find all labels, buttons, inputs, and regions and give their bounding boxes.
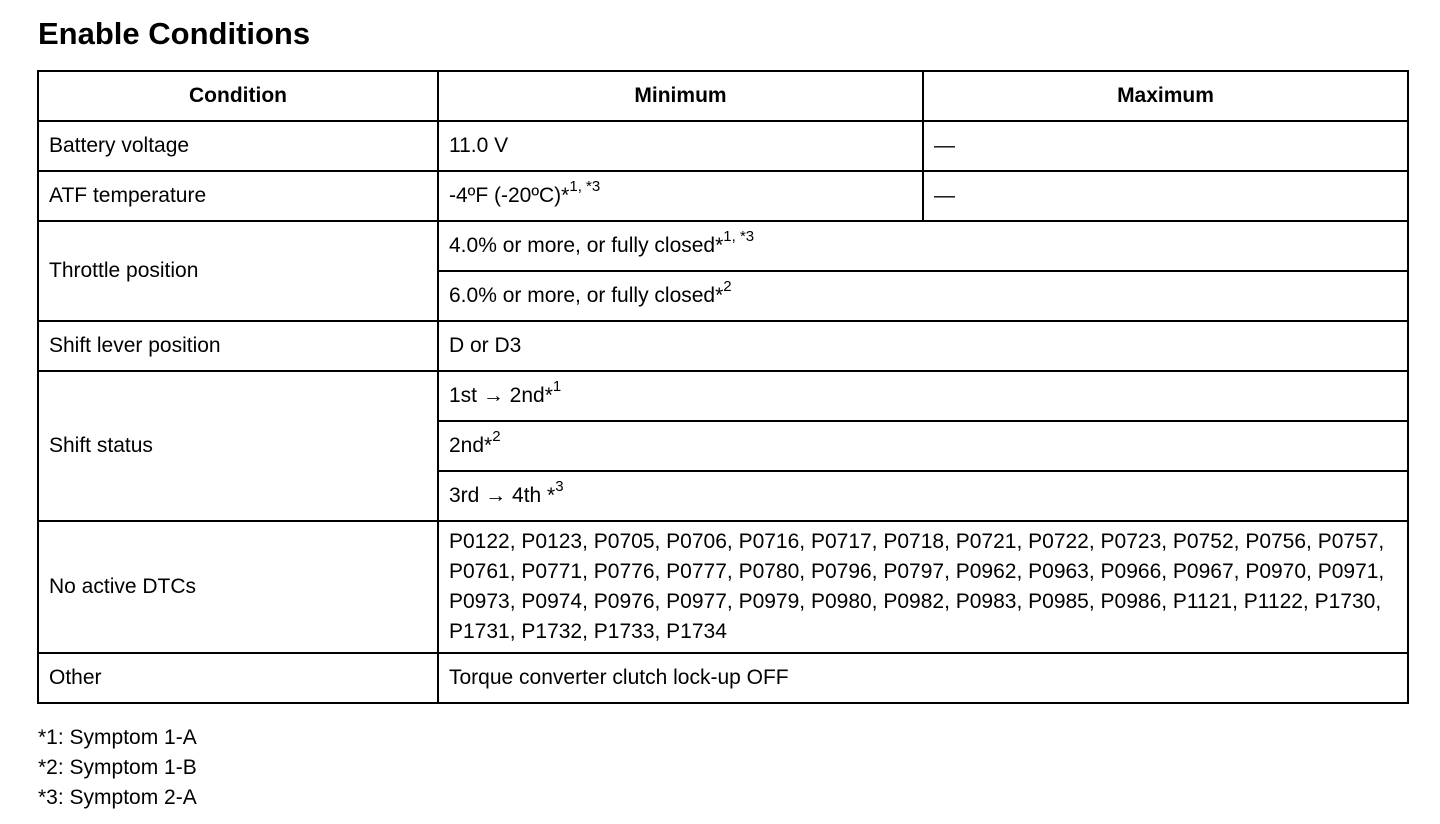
- header-maximum: Maximum: [923, 71, 1408, 121]
- other-value: Torque converter clutch lock-up OFF: [438, 653, 1408, 703]
- condition-other: Other: [38, 653, 438, 703]
- footnotes: [38, 723, 197, 813]
- condition-shift-status: Shift status: [38, 371, 438, 521]
- enable-conditions-table: [37, 70, 1409, 704]
- shift-status-value-2: [438, 421, 1408, 471]
- condition-shift-lever-position: Shift lever position: [38, 321, 438, 371]
- header-condition: Condition: [38, 71, 438, 121]
- table-row: [38, 521, 1408, 653]
- condition-battery-voltage: Battery voltage: [38, 121, 438, 171]
- shift-status-text: 1st → 2nd*: [449, 384, 553, 407]
- footnote: *1: Symptom 1-A: [38, 726, 197, 749]
- shift-status-text: 2nd*: [449, 434, 493, 457]
- shift-status-value-3: [438, 471, 1408, 521]
- table-header-row: [38, 71, 1408, 121]
- atf-minimum-text: -4ºF (-20ºC)*: [449, 184, 570, 207]
- throttle-value-text: 6.0% or more, or fully closed*: [449, 284, 724, 307]
- battery-minimum: 11.0 V: [438, 121, 923, 171]
- footnote: *3: Symptom 2-A: [38, 786, 197, 809]
- header-minimum: Minimum: [438, 71, 923, 121]
- footnote-ref: 1, *3: [569, 178, 601, 195]
- dtc-list: P0122, P0123, P0705, P0706, P0716, P0717, P0718, P0721, P0722, P0723, P0752, P0756, P0757, P0761, P0771, P0776, P0777, P0780, P0796, P0797, P0962, P0963, P0966, P0967, P0970, P0971, P0973, P0974, P0976, P0977, P0979, P0980, P0982, P0983, P0985, P0986, P1121, P1122, P1730, P1731, P1732, P1733, P1734: [438, 521, 1408, 653]
- footnote-ref: 2: [723, 278, 732, 295]
- atf-minimum: [438, 171, 923, 221]
- footnote-ref: 3: [555, 478, 564, 495]
- table-row: [38, 221, 1408, 271]
- shift-lever-value: D or D3: [438, 321, 1408, 371]
- footnote: *2: Symptom 1-B: [38, 756, 197, 779]
- condition-throttle-position: Throttle position: [38, 221, 438, 321]
- table-row: [38, 371, 1408, 421]
- table-row: [38, 321, 1408, 371]
- battery-maximum: —: [923, 121, 1408, 171]
- condition-atf-temperature: ATF temperature: [38, 171, 438, 221]
- page-title: Enable Conditions: [38, 16, 311, 51]
- throttle-value-text: 4.0% or more, or fully closed*: [449, 234, 724, 257]
- throttle-value-1: [438, 221, 1408, 271]
- footnote-ref: 1, *3: [723, 228, 755, 245]
- footnote-ref: 1: [552, 378, 562, 395]
- shift-status-text: 3rd → 4th *: [449, 484, 556, 507]
- table-row: [38, 121, 1408, 171]
- atf-maximum: —: [923, 171, 1408, 221]
- shift-status-value-1: [438, 371, 1408, 421]
- table-row: [38, 653, 1408, 703]
- condition-no-active-dtcs: No active DTCs: [38, 521, 438, 653]
- footnote-ref: 2: [492, 428, 501, 445]
- table-row: [38, 171, 1408, 221]
- throttle-value-2: [438, 271, 1408, 321]
